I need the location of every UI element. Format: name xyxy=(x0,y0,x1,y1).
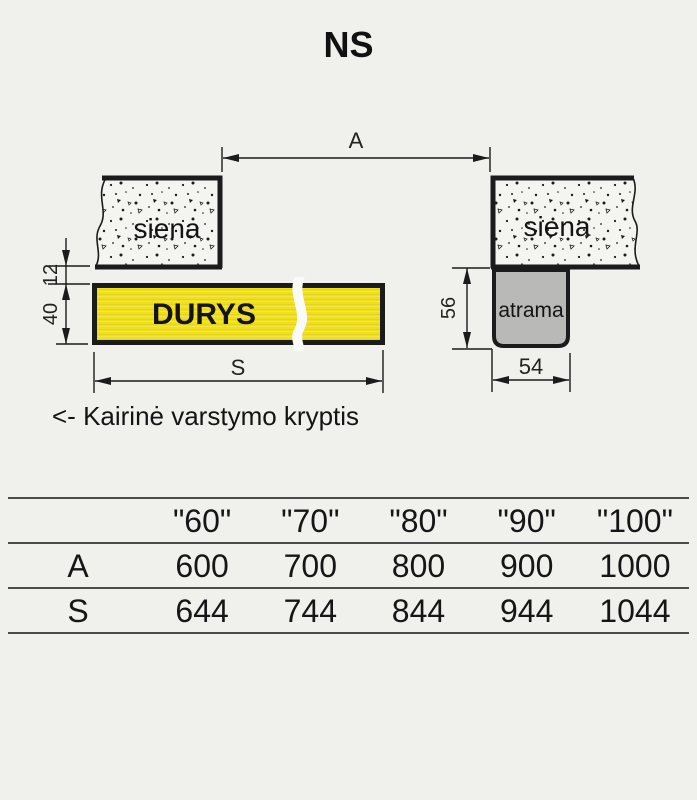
arrow-right-icon xyxy=(366,377,382,385)
arrow-right-icon xyxy=(473,154,489,162)
table-cell: 1044 xyxy=(599,592,671,629)
arrow-up-icon xyxy=(62,284,70,300)
wall-left-label: siena xyxy=(133,213,201,244)
size-table xyxy=(8,497,689,634)
dim-s xyxy=(94,350,383,393)
arrow-down-icon xyxy=(463,332,471,348)
dim-56-label: 56 xyxy=(438,296,460,320)
support-block xyxy=(494,270,568,346)
arrow-down-icon xyxy=(62,250,70,266)
table-cell: 600 xyxy=(175,547,229,584)
dim-left-chain xyxy=(40,238,90,344)
arrow-left-icon xyxy=(493,376,509,384)
table-col-header: "90" xyxy=(497,502,556,539)
arrow-up-icon xyxy=(463,268,471,284)
row-label: S xyxy=(67,592,89,629)
table-col-header: "60" xyxy=(172,502,232,539)
arrow-left-icon xyxy=(223,154,239,162)
arrow-right-icon xyxy=(553,376,569,384)
wall-right xyxy=(491,176,640,269)
table-row-s xyxy=(8,587,689,632)
table-row-a xyxy=(8,542,689,587)
table-cell: 944 xyxy=(500,592,554,629)
door xyxy=(95,277,383,351)
dim-54 xyxy=(492,349,570,392)
arrow-down-icon xyxy=(62,328,70,344)
dim-12-label: 12 xyxy=(40,263,62,287)
table-cell: 644 xyxy=(175,592,229,629)
table-cell: 700 xyxy=(283,547,337,584)
dim-a xyxy=(222,128,490,172)
table-col-header: "100" xyxy=(596,502,673,539)
page-title: NS xyxy=(323,24,374,65)
dim-s-label: S xyxy=(230,355,246,380)
dim-40-label: 40 xyxy=(40,302,62,326)
opening-direction-caption: <- Kairinė varstymo kryptis xyxy=(52,401,360,431)
arrow-left-icon xyxy=(95,377,111,385)
table-cell: 900 xyxy=(500,547,554,584)
table-col-header: "80" xyxy=(389,502,448,539)
table-cell: 744 xyxy=(283,592,337,629)
table-cell: 844 xyxy=(391,592,446,629)
table-header-row xyxy=(8,497,689,542)
table-col-header: "70" xyxy=(281,502,340,539)
door-label: DURYS xyxy=(152,298,256,331)
support-label: atrama xyxy=(498,299,564,322)
row-label: A xyxy=(67,547,89,584)
dim-a-label: A xyxy=(348,128,364,153)
wall-left xyxy=(95,176,222,269)
dim-56 xyxy=(438,268,492,349)
table-cell: 1000 xyxy=(599,547,671,584)
table-cell: 800 xyxy=(391,547,446,584)
wall-right-label: siena xyxy=(523,211,591,242)
dim-54-label: 54 xyxy=(518,354,544,379)
